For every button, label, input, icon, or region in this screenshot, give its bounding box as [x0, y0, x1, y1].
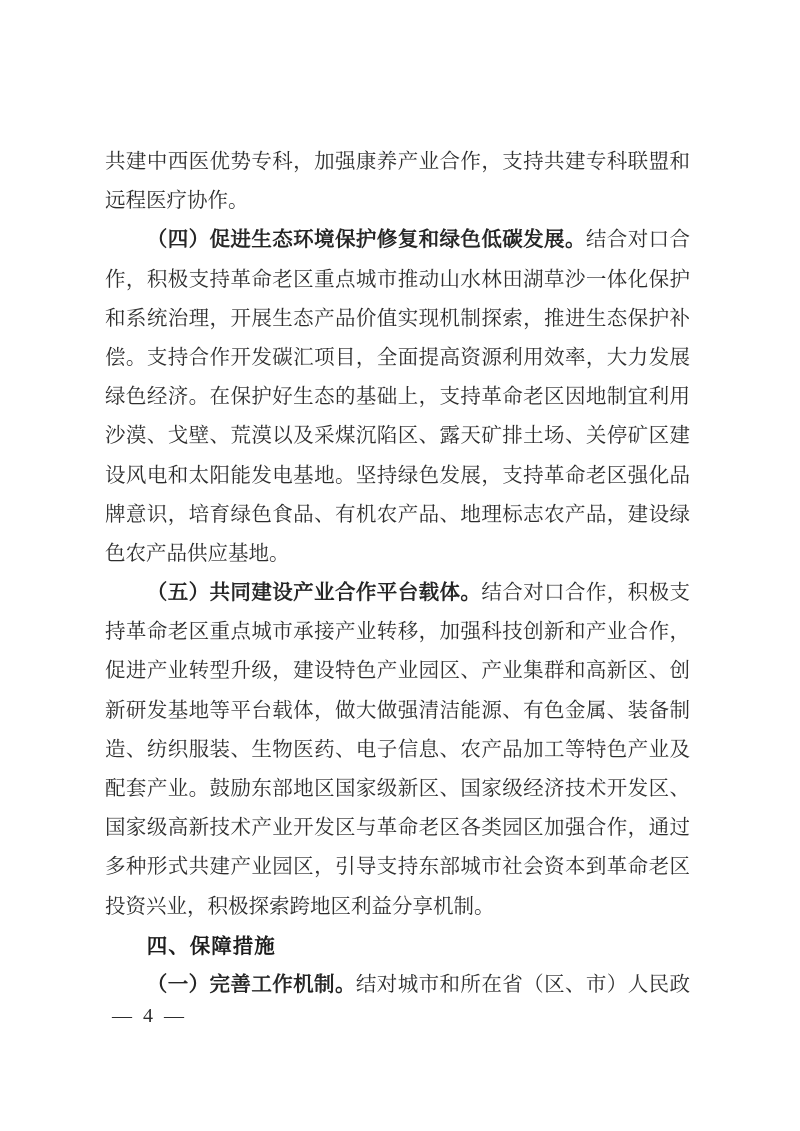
text-line — [105, 378, 690, 417]
body-text: 结合对口合作，积极支 — [481, 582, 691, 605]
text-line — [105, 339, 690, 378]
body-text: 绿色经济。在保护好生态的基础上，支持革命老区因地制宜利用 — [105, 386, 690, 409]
text-line — [105, 848, 690, 887]
body-text: 投资兴业，积极探索跨地区利益分享机制。 — [105, 895, 495, 918]
text-line — [105, 927, 690, 966]
body-text: 结合对口合 — [585, 229, 691, 252]
body-text: 共建中西医优势专科，加强康养产业合作，支持共建专科联盟和 — [105, 151, 690, 173]
body-text: 色农产品供应基地。 — [105, 542, 290, 565]
text-line — [105, 182, 690, 221]
text-line — [105, 261, 690, 300]
document-body — [105, 143, 690, 1005]
body-text: 牌意识，培育绿色食品、有机农产品、地理标志农产品，建设绿 — [105, 503, 690, 526]
text-line — [105, 143, 690, 182]
body-text: 设风电和太阳能发电基地。坚持绿色发展，支持革命老区强化品 — [105, 464, 690, 487]
text-line — [105, 221, 690, 260]
body-text: 促进产业转型升级，建设特色产业园区、产业集群和高新区、创 — [105, 660, 690, 683]
text-line — [105, 888, 690, 927]
text-line — [105, 966, 690, 1005]
body-text: 新研发基地等平台载体，做大做强清洁能源、有色金属、装备制 — [105, 699, 690, 722]
section-heading: 四、保障措施 — [146, 934, 276, 958]
text-line — [105, 809, 690, 848]
body-text: 持革命老区重点城市承接产业转移，加强科技创新和产业合作， — [105, 621, 690, 644]
text-line — [105, 457, 690, 496]
body-text: 偿。支持合作开发碳汇项目，全面提高资源利用效率，大力发展 — [105, 346, 690, 369]
section-lead: （四）促进生态环境保护修复和绿色低碳发展。 — [146, 229, 586, 252]
body-text: 远程医疗协作。 — [105, 190, 249, 213]
text-line — [105, 652, 690, 691]
body-text: 多种形式共建产业园区，引导支持东部城市社会资本到革命老区 — [105, 856, 690, 879]
body-text: 造、纺织服装、生物医药、电子信息、农产品加工等特色产业及 — [105, 738, 690, 761]
text-line — [105, 692, 690, 731]
body-text: 作，积极支持革命老区重点城市推动山水林田湖草沙一体化保护 — [105, 268, 690, 291]
body-text: 国家级高新技术产业开发区与革命老区各类园区加强合作，通过 — [105, 817, 690, 840]
page-number: — 4 — — [112, 1005, 187, 1027]
body-text: 配套产业。鼓励东部地区国家级新区、国家级经济技术开发区、 — [105, 778, 690, 800]
section-lead: （一）完善工作机制。 — [146, 973, 356, 996]
text-line — [105, 613, 690, 652]
body-text: 和系统治理，开展生态产品价值实现机制探索，推进生态保护补 — [105, 307, 690, 330]
text-line — [105, 574, 690, 613]
text-line — [105, 770, 690, 809]
section-lead: （五）共同建设产业合作平台载体。 — [146, 582, 482, 605]
text-line — [105, 300, 690, 339]
body-text: 沙漠、戈壁、荒漠以及采煤沉陷区、露天矿排土场、关停矿区建 — [105, 425, 690, 448]
text-line — [105, 496, 690, 535]
body-text: 结对城市和所在省（区、市）人民政 — [355, 973, 691, 996]
text-line — [105, 417, 690, 456]
text-line — [105, 731, 690, 770]
text-line — [105, 535, 690, 574]
